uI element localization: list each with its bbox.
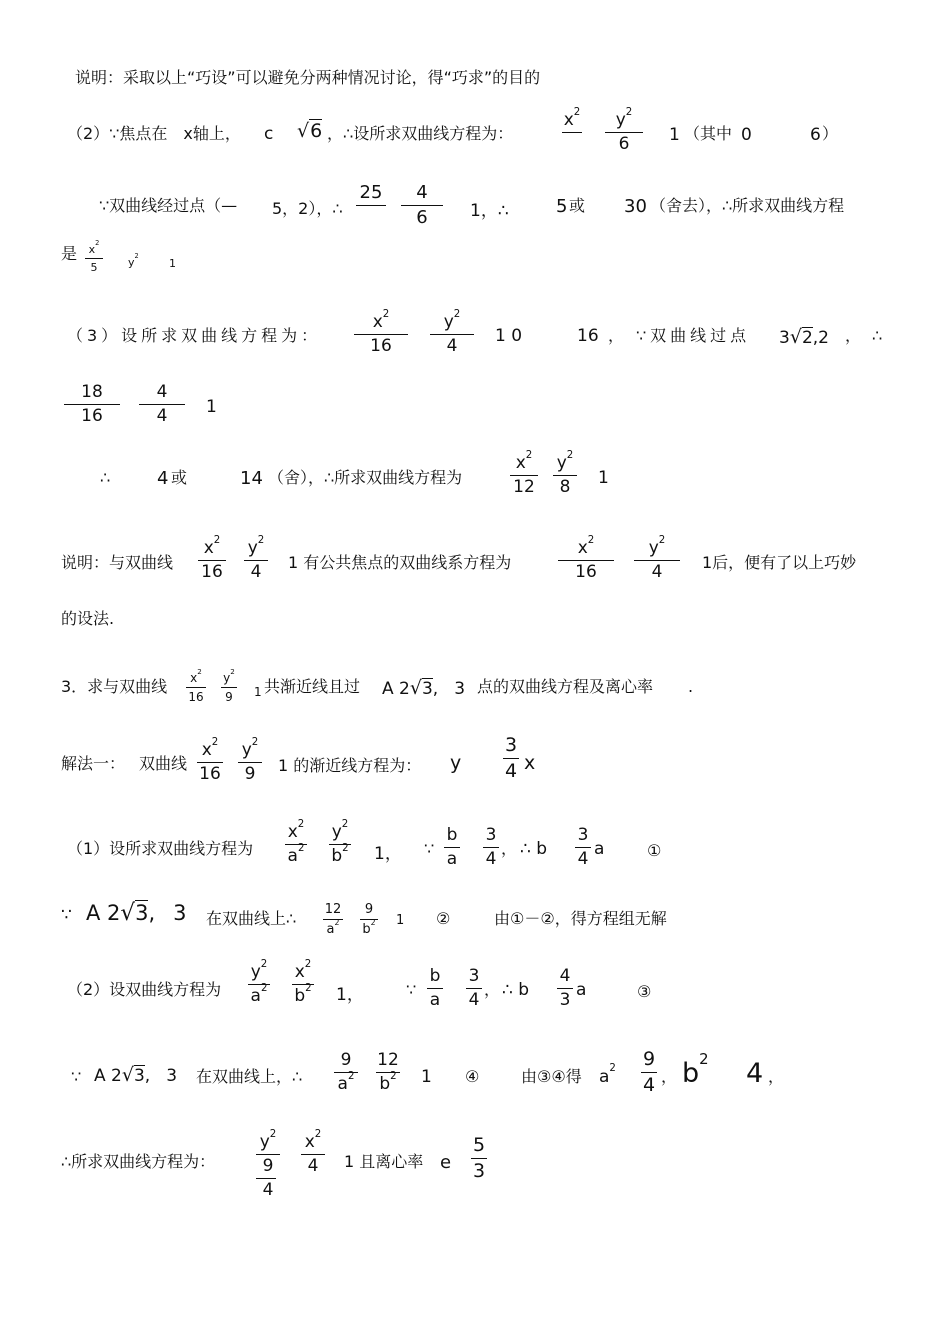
text: A 2 bbox=[86, 901, 121, 925]
text: 双曲线 bbox=[139, 754, 188, 773]
numerator: 9 bbox=[340, 1050, 352, 1070]
fraction-12-over-a2 bbox=[323, 903, 343, 936]
var: b bbox=[682, 1058, 700, 1089]
fraction-9-over-a2 bbox=[334, 1052, 358, 1093]
var: y bbox=[259, 1132, 270, 1152]
denominator: 16 bbox=[199, 764, 221, 784]
text: ∵ bbox=[71, 1067, 82, 1086]
denominator: 4 bbox=[577, 849, 589, 869]
value-0: 0 bbox=[741, 125, 752, 145]
var: y bbox=[241, 740, 252, 760]
numerator: 9 bbox=[642, 1048, 656, 1070]
fraction-25 bbox=[356, 184, 386, 227]
exp: 2 bbox=[382, 309, 390, 320]
point-A: A 2√3, 3 bbox=[382, 677, 466, 699]
text: ） bbox=[822, 124, 839, 143]
text: ∵ bbox=[406, 980, 417, 999]
coef: 3 bbox=[779, 328, 790, 348]
var: y bbox=[443, 312, 454, 332]
denominator: 4 bbox=[446, 336, 458, 356]
var-a: a bbox=[594, 839, 605, 859]
var: a bbox=[599, 1067, 610, 1087]
var: x bbox=[577, 538, 588, 558]
text: 轴上， bbox=[192, 124, 241, 143]
numerator: 4 bbox=[559, 966, 571, 986]
term-a2: $a^2$ bbox=[599, 1063, 616, 1087]
text: 的设法. bbox=[61, 609, 115, 628]
numerator: 4 bbox=[416, 182, 428, 203]
fraction-4-over-3 bbox=[557, 968, 573, 1009]
point-A: A 2√3, 3 bbox=[94, 1064, 178, 1086]
fraction-y2-over-4: $y^2$ 4 bbox=[244, 540, 268, 581]
value-16: 16 bbox=[577, 326, 599, 346]
var: b bbox=[362, 922, 371, 937]
text: 或 bbox=[569, 196, 586, 215]
var: x bbox=[203, 538, 214, 558]
text: ， bbox=[327, 124, 344, 143]
text: 由③④得 bbox=[521, 1067, 582, 1086]
value-4: 4 bbox=[746, 1058, 764, 1089]
fraction-b-over-a bbox=[427, 968, 443, 1009]
denominator: 8 bbox=[559, 477, 571, 497]
numerator: 3 bbox=[504, 734, 518, 756]
var: x bbox=[294, 962, 305, 982]
exp: 2 bbox=[525, 450, 533, 461]
text: ∴ b bbox=[520, 839, 548, 859]
fraction-x2-over-16 bbox=[197, 737, 223, 784]
value-14: 14 bbox=[240, 468, 263, 489]
numerator: 3 bbox=[577, 825, 589, 845]
point-3sqrt2-2: 3√2,2 bbox=[779, 326, 829, 348]
radicand: 3 bbox=[421, 679, 433, 699]
numerator: 5 bbox=[472, 1134, 486, 1156]
text: ∴设所求双曲线方程为： bbox=[343, 124, 514, 143]
note-paragraph-1: 说明：采取以上“巧设”可以避免分两种情况讨论，得“巧求”的目的 bbox=[75, 68, 541, 87]
var-e: e bbox=[440, 1152, 452, 1173]
label-circle-1: ① bbox=[647, 841, 662, 860]
var: y bbox=[250, 962, 261, 982]
numerator: 25 bbox=[359, 182, 383, 203]
text bbox=[327, 124, 513, 144]
text: ∵ bbox=[61, 905, 72, 925]
final-answer-intro: ∴所求双曲线方程为： bbox=[61, 1152, 216, 1171]
label-circle-3: ③ bbox=[637, 982, 652, 1001]
fraction-x2-over-b2: $x^2$ $b^2$ bbox=[292, 964, 314, 1005]
var: a bbox=[337, 1074, 348, 1094]
numerator: 18 bbox=[81, 382, 103, 402]
text: , bbox=[144, 1066, 151, 1086]
part3-intro: （3）设所求双曲线方程为： bbox=[67, 326, 322, 345]
denominator: 16 bbox=[201, 562, 223, 582]
denominator: 3 bbox=[472, 1160, 486, 1182]
var: a bbox=[250, 986, 261, 1006]
value-5: 5 bbox=[556, 196, 568, 217]
text: ， bbox=[608, 326, 625, 345]
numerator: 9 bbox=[364, 902, 374, 917]
point: 5，2），∴ bbox=[272, 199, 343, 218]
denominator: 4 bbox=[307, 1156, 319, 1176]
denominator: 6 bbox=[416, 207, 428, 228]
var: x bbox=[372, 312, 383, 332]
fraction-y2-over-a2: $y^2$ $a^2$ bbox=[248, 964, 270, 1005]
text: 是 bbox=[61, 244, 78, 263]
problem-3-title: 3．求与双曲线 bbox=[61, 677, 168, 696]
exp: 2 bbox=[213, 535, 221, 546]
text: 或 bbox=[171, 468, 188, 487]
fraction-x2-over-16-small bbox=[186, 667, 206, 704]
var-a: a bbox=[576, 980, 587, 1000]
denominator: 16 bbox=[188, 690, 204, 704]
var: x bbox=[563, 110, 574, 130]
exp: 2 bbox=[260, 959, 268, 970]
text: 1 的渐近线方程为： bbox=[278, 756, 422, 775]
text: （其中 bbox=[684, 124, 733, 143]
exp: 2 bbox=[197, 667, 202, 676]
var: x bbox=[304, 1132, 315, 1152]
fraction-b-over-a bbox=[444, 827, 460, 868]
fraction-y2-over-6: $y^2$ 6 bbox=[605, 112, 643, 153]
var: y bbox=[648, 538, 659, 558]
text: ， bbox=[768, 1067, 785, 1086]
denominator: 16 bbox=[81, 406, 103, 426]
text: ∵双曲线过点 bbox=[636, 326, 751, 345]
fraction-x2-over-16 bbox=[198, 535, 226, 582]
var-x: x bbox=[183, 124, 193, 143]
fraction-x2-over-a2: $x^2$ $a^2$ bbox=[285, 824, 307, 865]
text: 1 且离心率 bbox=[344, 1152, 424, 1171]
text: （舍去），∴所求双曲线方程 bbox=[650, 196, 845, 215]
exp: 2 bbox=[95, 239, 100, 247]
point-A: A 2√3, 3 bbox=[86, 900, 187, 926]
numerator: 12 bbox=[377, 1050, 399, 1070]
denominator: 4 bbox=[485, 849, 497, 869]
text: 1 有公共焦点的双曲线系方程为 bbox=[288, 553, 512, 572]
text: . bbox=[688, 677, 694, 696]
radicand: 6 bbox=[310, 120, 323, 142]
var: x bbox=[287, 822, 298, 842]
denominator-2: 4 bbox=[262, 1180, 274, 1200]
value-1: 1 bbox=[206, 397, 217, 417]
denominator: 9 bbox=[262, 1156, 274, 1176]
equals-one: 1 bbox=[669, 125, 680, 145]
text: 1， bbox=[336, 985, 364, 1005]
value-1: 1 bbox=[254, 685, 262, 699]
text: ∴ bbox=[872, 326, 883, 345]
text: 1， bbox=[374, 844, 402, 864]
var: b bbox=[331, 846, 343, 866]
denominator: 4 bbox=[156, 406, 168, 426]
text: 点的双曲线方程及离心率 bbox=[477, 677, 654, 696]
fraction-5-over-3 bbox=[471, 1136, 487, 1181]
text: 1，∴ bbox=[470, 201, 509, 221]
part2-intro bbox=[67, 124, 241, 144]
denominator: 4 bbox=[651, 562, 663, 582]
fraction-4-over-6 bbox=[401, 184, 443, 227]
fraction-y2-over-8: $y^2$ 8 bbox=[553, 455, 577, 496]
denominator: 6 bbox=[618, 134, 630, 154]
numerator: 3 bbox=[468, 966, 480, 986]
fraction-x2-over-4: $x^2$ 4 bbox=[301, 1134, 325, 1175]
fraction-x2-over-12 bbox=[510, 450, 538, 497]
text: ∴ b bbox=[502, 980, 530, 1000]
text: ∵双曲线经过点（— bbox=[99, 196, 238, 215]
exp: 2 bbox=[297, 819, 305, 830]
fraction-4-over-4 bbox=[139, 384, 185, 425]
text: 在双曲线上，∴ bbox=[196, 1067, 303, 1086]
sqrt-6: √6 bbox=[297, 120, 323, 142]
exp: 2 bbox=[269, 1129, 277, 1140]
text: 3 bbox=[173, 901, 187, 925]
value-1: 1 bbox=[421, 1067, 432, 1087]
case2-intro: （2）设双曲线方程为 bbox=[67, 980, 222, 999]
var: x bbox=[190, 671, 198, 685]
fraction-3-over-4 bbox=[503, 736, 519, 781]
text: ， bbox=[661, 1067, 678, 1086]
denominator: a bbox=[429, 990, 441, 1010]
var-x: x bbox=[524, 752, 536, 774]
var: b bbox=[379, 1074, 391, 1094]
numerator: 3 bbox=[485, 825, 497, 845]
term-b2: $b^2$ bbox=[682, 1050, 709, 1089]
text: ∵ bbox=[424, 839, 435, 858]
var: a bbox=[287, 846, 298, 866]
denominator: 4 bbox=[642, 1074, 656, 1096]
text: 说明：与双曲线 bbox=[61, 553, 174, 572]
var: y bbox=[128, 256, 135, 269]
var: x bbox=[88, 243, 96, 256]
exp: 2 bbox=[347, 1071, 355, 1082]
text: ， bbox=[501, 839, 518, 858]
var: x bbox=[201, 740, 212, 760]
fraction-12-over-b2: 12 $b^2$ bbox=[377, 1050, 399, 1094]
fraction-y2-over-9-4 bbox=[256, 1129, 280, 1200]
denominator: 3 bbox=[559, 990, 571, 1010]
text: 1后，便有了以上巧妙 bbox=[702, 553, 857, 572]
fraction-y2-over-9: $y^2$ 9 bbox=[238, 742, 262, 783]
exp: 2 bbox=[334, 918, 340, 927]
text: ， bbox=[845, 326, 862, 345]
fraction-x2-over: $x^2$ bbox=[562, 112, 582, 153]
var: y bbox=[247, 538, 258, 558]
fraction-y2-over-b2: $y^2$ $b^2$ bbox=[329, 824, 351, 865]
var-y: y bbox=[450, 752, 462, 774]
text: 由①－②，得方程组无解 bbox=[494, 909, 667, 928]
text: （2）∵焦点在 bbox=[67, 124, 168, 143]
var: y bbox=[556, 453, 567, 473]
denominator: 12 bbox=[513, 477, 535, 497]
text: A 2 bbox=[94, 1066, 122, 1086]
radicand: 3 bbox=[133, 1066, 145, 1086]
text: 共渐近线且过 bbox=[264, 677, 361, 696]
text: A 2 bbox=[382, 679, 410, 699]
text: （舍），∴所求双曲线方程为 bbox=[268, 468, 463, 487]
value-30: 30 bbox=[624, 196, 647, 217]
denominator: 5 bbox=[90, 261, 98, 274]
fraction-3-over-4 bbox=[575, 827, 591, 868]
denominator: 9 bbox=[244, 764, 256, 784]
var: b bbox=[294, 986, 306, 1006]
fraction-9-over-4 bbox=[641, 1050, 657, 1095]
denominator: 4 bbox=[468, 990, 480, 1010]
denominator: 16 bbox=[370, 336, 392, 356]
exp: 2 bbox=[211, 737, 219, 748]
fraction-y2-over-4: $y^2$ 4 bbox=[430, 314, 474, 355]
fraction-3-over-4 bbox=[483, 827, 499, 868]
radicand: 3 bbox=[135, 901, 149, 925]
var: x bbox=[515, 453, 526, 473]
label-circle-4: ④ bbox=[465, 1067, 480, 1086]
label-circle-2: ② bbox=[436, 909, 451, 928]
fraction-small-x2-over-5 bbox=[85, 239, 103, 274]
text: , bbox=[432, 679, 439, 699]
denominator: 4 bbox=[504, 760, 518, 782]
value-4: 4 bbox=[157, 468, 169, 489]
case1-intro: （1）设所求双曲线方程为 bbox=[67, 839, 254, 858]
numerator: 4 bbox=[156, 382, 168, 402]
term-y2: $y^2$ bbox=[128, 252, 139, 269]
numerator: b bbox=[446, 825, 458, 845]
text: 1 0 bbox=[495, 326, 523, 346]
var: y bbox=[223, 671, 231, 685]
var: y bbox=[331, 822, 342, 842]
fraction-9-over-b2: 9 $b^2$ bbox=[360, 903, 378, 936]
fraction-18-over-16 bbox=[64, 384, 120, 425]
text: ∴ bbox=[100, 468, 111, 487]
denominator: a bbox=[446, 849, 458, 869]
var: a bbox=[326, 922, 335, 937]
solution-label: 解法一： bbox=[61, 754, 126, 773]
value-1: 1 bbox=[169, 257, 176, 270]
var-c: c bbox=[264, 124, 274, 144]
fraction-x2-over-16: $x^2$ 16 bbox=[558, 540, 614, 581]
fraction-3-over-4 bbox=[466, 968, 482, 1009]
numerator: 12 bbox=[324, 902, 342, 917]
value-1: 1 bbox=[396, 913, 405, 928]
text: ， bbox=[484, 980, 501, 999]
denominator: 4 bbox=[250, 562, 262, 582]
text: 3 bbox=[166, 1066, 178, 1086]
fraction-y2-over-9-small: $y^2$ 9 bbox=[221, 672, 237, 703]
text: 在双曲线上∴ bbox=[206, 909, 297, 928]
fraction-x2-over-16 bbox=[354, 309, 408, 356]
fraction-y2-over-4: $y^2$ 4 bbox=[634, 540, 680, 581]
value-6: 6 bbox=[810, 125, 821, 145]
text: 3 bbox=[454, 679, 466, 699]
text: ,2 bbox=[812, 328, 829, 348]
denominator: 9 bbox=[225, 690, 233, 704]
numerator: b bbox=[429, 966, 441, 986]
denominator: 16 bbox=[575, 562, 597, 582]
text: , bbox=[148, 901, 156, 925]
radicand: 2 bbox=[801, 328, 813, 348]
value-1: 1 bbox=[598, 468, 609, 488]
